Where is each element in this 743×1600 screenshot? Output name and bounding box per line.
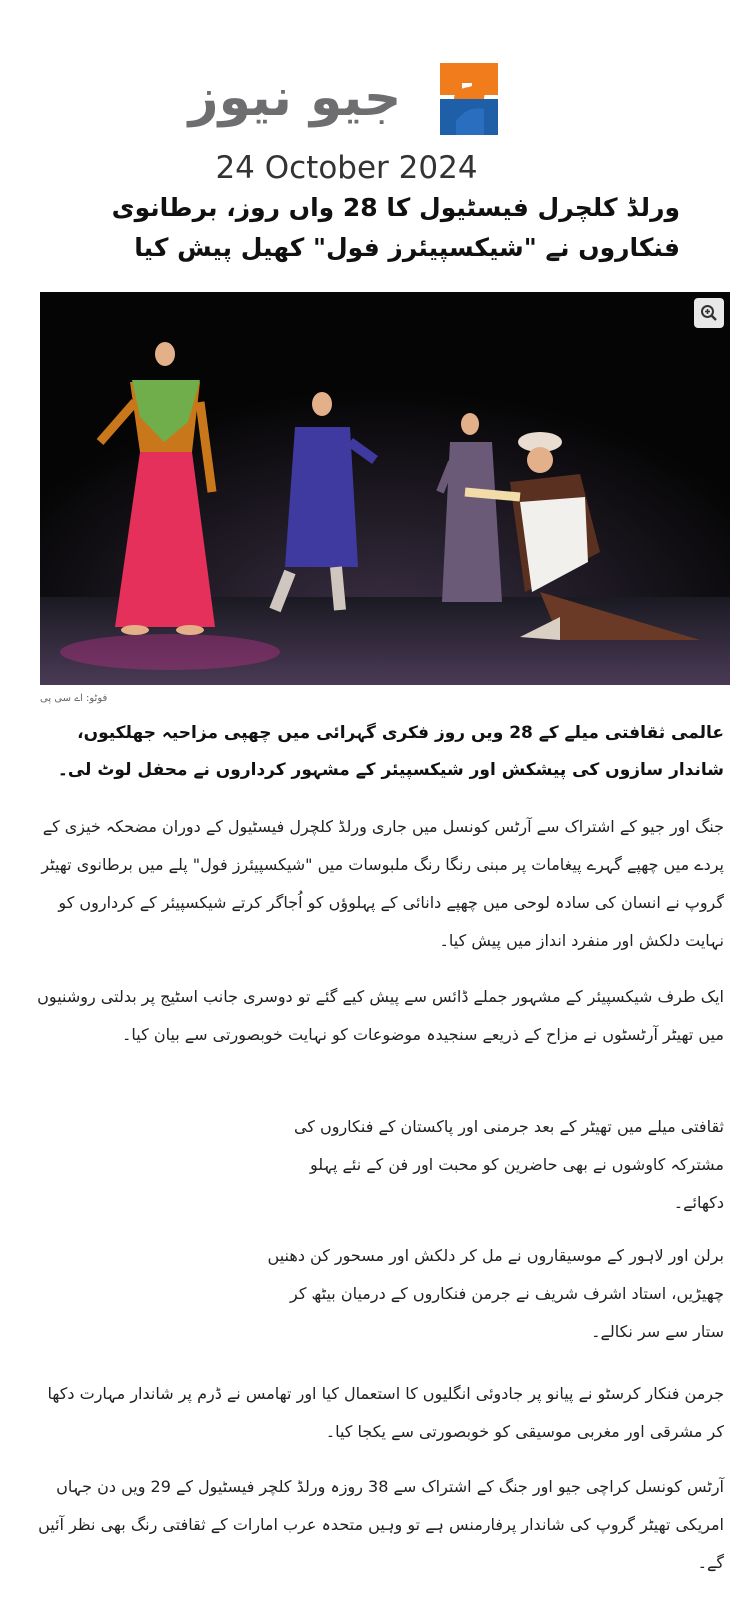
image-caption: فوٹو: اے سی پی [40, 693, 108, 704]
zoom-in-icon [699, 303, 719, 323]
stage-photo [40, 292, 730, 685]
article-paragraph: جنگ اور جیو کے اشتراک سے آرٹس کونسل میں جاری ورلڈ کلچرل فیسٹیول کے دوران مضحکہ خیزی کے پردے میں چھپے گہرے پیغامات پر مبنی رنگا رنگ ملبوسات میں "شیکسپیئرز فول" پلے میں برطانوی تھیٹر گروپ نے انسان کی سادہ لوحی میں چھپے دانائی کے پہلوؤں کو اُجاگر کرتے شیکسپیئر کے کرداروں کو نہایت دلکش اور منفرد انداز میں پیش کیا۔ [41, 817, 724, 950]
article-lead: عالمی ثقافتی میلے کے 28 ویں روز فکری گہرائی میں چھپی مزاحیہ جھلکیوں، شاندار سازوں کی پیشکش اور شیکسپیئر کے مشہور کرداروں نے محفل لوٹ لی۔ [57, 723, 724, 780]
article-date: 24 October 2024 [215, 150, 478, 186]
article-paragraph: جرمن فنکار کرسٹو نے پیانو پر جادوئی انگلیوں کا استعمال کیا اور تھامس نے ڈرم پر شاندار مہارت دکھا کر مشرقی اور مغربی موسیقی کو خوبصورتی سے یکجا کیا۔ [47, 1384, 724, 1441]
article-hero-image [40, 292, 730, 685]
article-paragraph: آرٹس کونسل کراچی جیو اور جنگ کے اشتراک سے 38 روزہ ورلڈ کلچر فیسٹیول کے 29 ویں دن جہاں امریکی تھیٹر گروپ کی شاندار پرفارمنس ہے تو وہیں متحدہ عرب امارات کے ثقافتی رنگ بھی نظر آئیں گے۔ [38, 1477, 724, 1572]
zoom-button[interactable] [694, 298, 724, 328]
article-paragraph: برلن اور لاہور کے موسیقاروں نے مل کر دلکش اور مسحور کن دھنیں چھیڑیں، استاد اشرف شریف نے جرمن فنکاروں کے درمیان بیٹھ کر ستار سے سر نکالے۔ [267, 1246, 724, 1341]
logo-wordmark: جیو نیوز [188, 68, 402, 128]
masthead [0, 55, 743, 145]
article-paragraph: ثقافتی میلے میں تھیٹر کے بعد جرمنی اور پاکستان کے فنکاروں کی مشترکہ کاوشوں نے بھی حاضرین کو محبت اور فن کے نئے پہلو دکھائے۔ [293, 1117, 724, 1212]
geo-logo-icon [434, 59, 504, 139]
article-paragraph: ایک طرف شیکسپیئر کے مشہور جملے ڈائس سے پیش کیے گئے تو دوسری جانب اسٹیج پر بدلتی روشنیوں میں تھیٹر آرٹسٹوں نے مزاح کے ذریعے سنجیدہ موضوعات کو نہایت خوبصورتی سے بیان کیا۔ [37, 987, 724, 1044]
article-headline: ورلڈ کلچرل فیسٹیول کا 28 واں روز، برطانوی فنکاروں نے "شیکسپیئرز فول" کھیل پیش کیا [111, 193, 680, 262]
